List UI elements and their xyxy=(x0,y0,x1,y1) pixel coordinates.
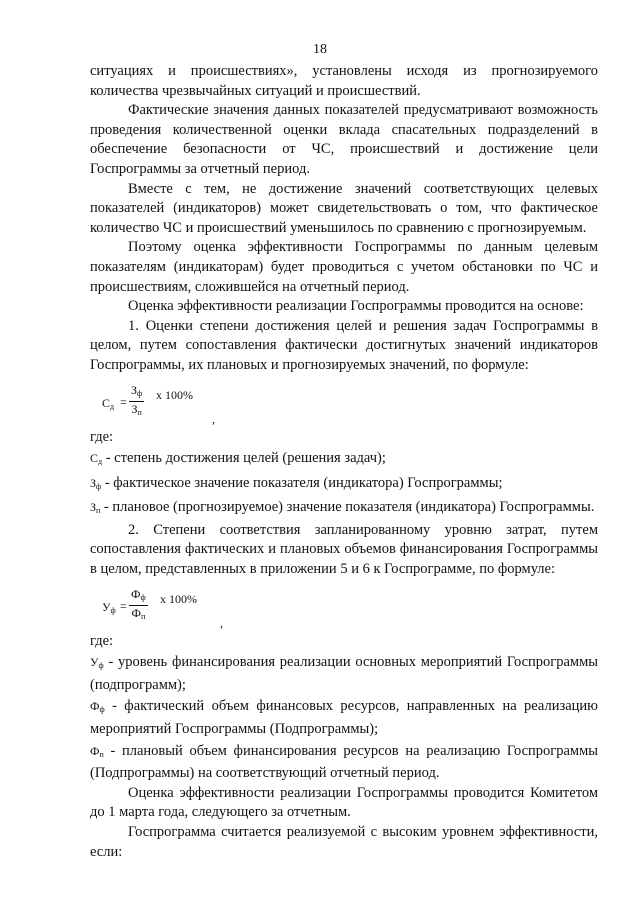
formula-numerator: $З_ф$ xyxy=(129,383,144,402)
paragraph: Поэтому оценка эффективности Госпрограммы по данным целевым показателям (индикаторам) будет проводиться с учетом обстановки по ЧС и происшествиям, сложившейся на отчетный период. xyxy=(90,239,598,295)
paragraph: ситуациях и происшествиях», установлены исходя из прогнозируемого количества чрезвычайных ситуаций и происшествий. xyxy=(90,63,598,99)
symbol: $Ф_п$ xyxy=(90,743,104,759)
where-label: где: xyxy=(90,428,114,445)
paragraph: Фактические значения данных показателей предусматривают возможность проведения количественной оценки вклада спасательных подразделений в обеспечение безопасности от ЧС, происшествий и достижение цели Госпрограммы за отчетный период. xyxy=(90,102,598,177)
symbol: $С_д$ xyxy=(90,451,103,467)
formula-numerator: $Ф_ф$ xyxy=(129,587,148,606)
formula-fraction xyxy=(129,587,148,624)
formula-denominator: $З_п$ xyxy=(131,401,142,417)
paragraph: Оценка эффективности реализации Госпрограммы проводится на основе: xyxy=(128,298,584,315)
formula-comma: , xyxy=(220,615,223,630)
formula-lhs: $У_ф$ xyxy=(102,599,116,615)
where-label: где: xyxy=(90,632,114,649)
paragraph: Госпрограмма считается реализуемой с высоким уровнем эффективности, если: xyxy=(90,824,598,860)
formula-equals: = xyxy=(120,394,127,409)
symbol: $Ф_ф$ xyxy=(90,699,105,715)
formula-goal-achievement xyxy=(102,378,598,428)
paragraph: 2. Степени соответствия запланированному уровню затрат, путем сопоставления фактических и плановых объемов финансирования Госпрограммы в целом, представленных в приложении 5 и 6 к Госпрограмме, по формуле: xyxy=(90,521,598,578)
paragraph: 1. Оценки степени достижения целей и решения задач Госпрограммы в целом, путем сопоставления фактически достигнутых значений индикаторов Госпрограммы, их плановых и прогнозируемых значений, по формуле: xyxy=(90,317,598,373)
symbol: $З_ф$ xyxy=(90,475,102,491)
formula-factor: х 100% xyxy=(156,387,193,402)
formula-denominator: $Ф_п$ xyxy=(131,605,146,621)
paragraph: Оценка эффективности реализации Госпрограммы проводится Комитетом до 1 марта года, следующего за отчетным. xyxy=(90,784,598,821)
page-number: 18 xyxy=(313,42,327,57)
paragraph: Вместе с тем, не достижение значений соответствующих целевых показателей (индикаторов) может свидетельствовать о том, что фактическое количество ЧС и происшествий уменьшилось по сравнению с прогнозируемым. xyxy=(90,180,598,236)
definition-item: $У_ф$ - уровень финансирования реализации основных мероприятий Госпрограммы (подпрограмм); xyxy=(90,654,598,693)
formula-lhs: $С_д$ xyxy=(102,395,115,411)
symbol: $У_ф$ xyxy=(90,655,104,671)
definition-item: $С_д$ - степень достижения целей (решения задач); xyxy=(90,450,386,467)
formula-funding-level xyxy=(102,582,598,632)
formula-factor: х 100% xyxy=(160,591,197,606)
definition-item: $Ф_п$ - плановый объем финансирования ресурсов на реализацию Госпрограммы (Подпрограммы) на соответствующий отчетный период. xyxy=(90,742,599,782)
definition-item: $З_ф$ - фактическое значение показателя (индикатора) Госпрограммы; xyxy=(90,474,503,491)
symbol: $З_п$ xyxy=(90,500,101,516)
formula-fraction xyxy=(129,383,144,420)
definition-item: $З_п$ - плановое (прогнозируемое) значение показателя (индикатора) Госпрограммы. xyxy=(90,499,595,516)
formula-equals: = xyxy=(120,598,127,613)
formula-comma: , xyxy=(212,411,215,426)
definition-item: $Ф_ф$ - фактический объем финансовых ресурсов, направленных на реализацию мероприятий Госпрограммы (Подпрограммы); xyxy=(90,698,598,738)
page-content xyxy=(90,62,598,862)
